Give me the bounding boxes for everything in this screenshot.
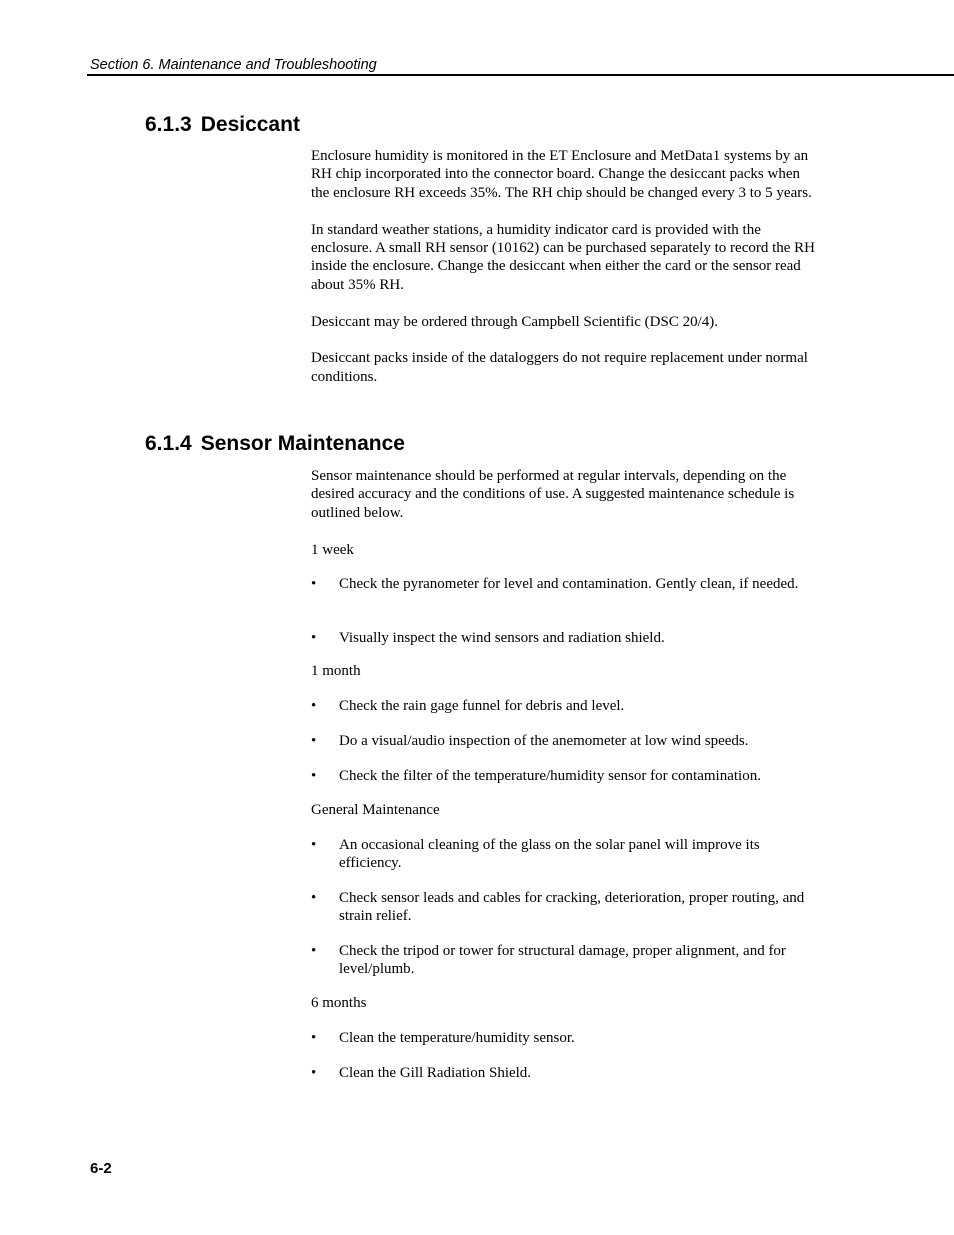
section-number: 6.1.4 [145,432,192,455]
list-item-text: Visually inspect the wind sensors and radiation shield. [339,630,665,646]
list-item-text: Check the rain gage funnel for debris and level. [339,698,625,714]
page-number: 6-2 [90,1160,112,1177]
schedule-label-6-months: 6 months [311,995,367,1011]
list-item-text: Clean the temperature/humidity sensor. [339,1030,575,1046]
bullet-list [311,732,816,750]
bullet-list [311,942,816,979]
list-item [311,889,816,926]
desiccant-body [311,147,816,386]
bullet-list [311,629,816,647]
bullet-icon: • [311,1065,317,1081]
bullet-icon: • [311,837,317,853]
list-item-text: An occasional cleaning of the glass on the solar panel will improve its efficiency. [339,837,760,872]
list-item-text: Check the pyranometer for level and contamination. Gently clean, if needed. [339,576,799,592]
section-number: 6.1.3 [145,113,192,136]
list-item [311,697,816,715]
bullet-icon: • [311,630,317,646]
bullet-list [311,767,816,785]
bullet-list [311,836,816,873]
list-item [311,942,816,979]
bullet-icon: • [311,1030,317,1046]
bullet-icon: • [311,733,317,749]
list-item [311,732,816,750]
list-item-text: Clean the Gill Radiation Shield. [339,1065,532,1081]
bullet-icon: • [311,890,317,906]
sensor-maintenance-intro: Sensor maintenance should be performed at regular intervals, depending on the desired accuracy and the conditions of use. A suggested maintenance schedule is outlined below. [311,468,795,521]
list-item-text: Check the filter of the temperature/humidity sensor for contamination. [339,768,761,784]
paragraph: In standard weather stations, a humidity indicator card is provided with the enclosure. A small RH sensor (10162) can be purchased separately to record the RH inside the enclosure. Change the desiccant when either the card or the sensor read about 35% RH. [311,221,816,293]
list-item [311,1029,816,1047]
bullet-icon: • [311,768,317,784]
section-title: Sensor Maintenance [200,432,405,455]
list-item [311,767,816,785]
list-item-text: Check the tripod or tower for structural damage, proper alignment, and for level/plumb. [339,943,786,978]
paragraph: Enclosure humidity is monitored in the ET Enclosure and MetData1 systems by an RH chip incorporated into the connector board. Change the desiccant packs when the enclosure RH exceeds 35%. The RH chip should be changed every 3 to 5 years. [311,148,812,201]
list-item [311,1064,816,1082]
bullet-list [311,697,816,715]
bullet-list [311,575,816,593]
schedule-label-1-week: 1 week [311,542,354,558]
section-title: Desiccant [200,113,300,136]
section-heading-desiccant [145,112,300,138]
header-rule [87,74,954,76]
list-item [311,836,816,873]
paragraph: Desiccant packs inside of the dataloggers do not require replacement under normal conditions. [311,350,808,385]
list-item [311,629,816,647]
bullet-icon: • [311,943,317,959]
section-heading-sensor-maintenance [145,431,405,457]
schedule-label-1-month: 1 month [311,663,361,679]
bullet-list [311,1029,816,1047]
bullet-list [311,889,816,926]
schedule-label-general-maintenance: General Maintenance [311,802,440,818]
paragraph: Desiccant may be ordered through Campbell Scientific (DSC 20/4). [311,313,718,330]
running-header: Section 6. Maintenance and Troubleshooting [90,57,377,73]
list-item-text: Do a visual/audio inspection of the anemometer at low wind speeds. [339,733,749,749]
list-item-text: Check sensor leads and cables for cracking, deterioration, proper routing, and strain relief. [339,890,805,925]
list-item [311,575,816,593]
bullet-icon: • [311,576,317,592]
bullet-icon: • [311,698,317,714]
bullet-list [311,1064,816,1082]
